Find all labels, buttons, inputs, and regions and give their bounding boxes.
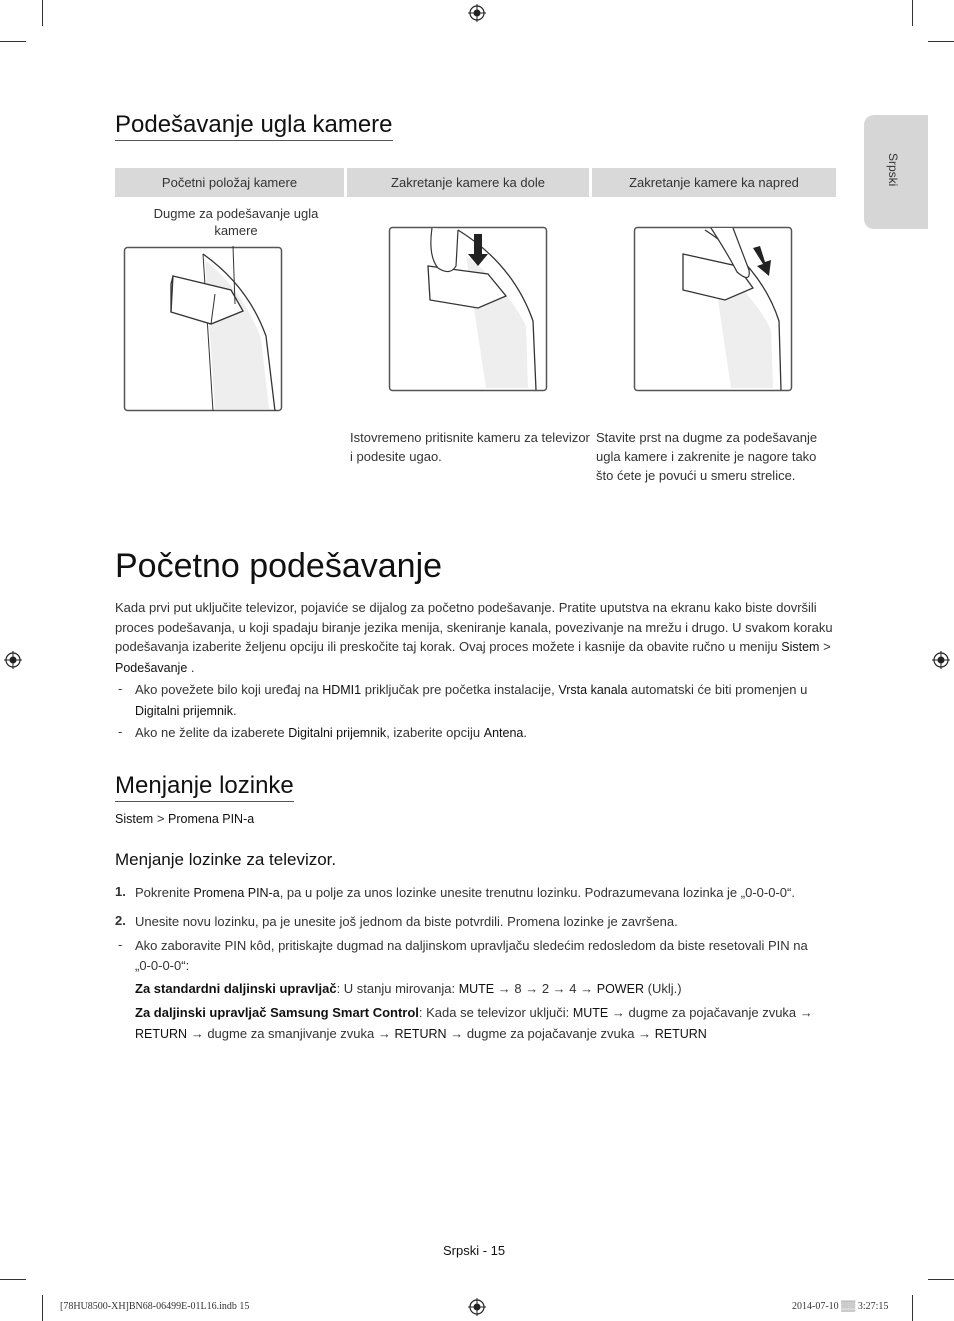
menu-path-sistem: Sistem [781,640,820,654]
step-number: 1. [115,884,126,899]
power-key: POWER [596,982,644,996]
crop-mark [0,41,26,42]
smart-remote-instructions [135,1003,835,1044]
language-tab-label: Srpski [886,153,900,187]
tilt-forward-caption: Stavite prst na dugme za podešavanje ugla kamere i zakrenite je nagore tako što ćete je povući u smeru strelice. [596,430,818,483]
mute-key: MUTE [458,982,495,996]
step-number: 2. [115,913,126,928]
note-dash: - [118,681,123,696]
password-subtitle: Menjanje lozinke za televizor. [115,850,337,869]
intro-text: Kada prvi put uključite televizor, pojaviće se dijalog za početno podešavanje. Pratite uputstva na ekranu kako biste dovršili proces podešavanja, u koji spadaju biranje jezika menija, skeniranje kanala, povezivanje na mrežu i drugo. U svakom koraku podešavanja izaberite željenu opciju ili preskočite taj korak. Ovaj proces možete i kasnije da obavite ručno u meniju [115,600,833,654]
password-reset-note: Ako zaboravite PIN kôd, pritiskajte dugmad na daljinskom upravljaču sledećim redosledom da biste resetovali PIN na „0-0-0-0“: [135,938,808,973]
menu-path-sistem: Sistem [115,812,154,826]
registration-mark-icon [932,651,950,669]
menu-path-pin: Promena PIN-a [168,812,255,826]
table-header-cell: Zakretanje kamere ka napred [592,168,836,197]
return-key: RETURN [394,1026,447,1041]
note-text: , izaberite opciju [386,725,481,740]
note-text: automatski će biti promenjen u [631,682,808,697]
language-tab [864,115,928,229]
note-text: priključak pre početka instalacije, [364,682,555,697]
tilt-down-caption: Istovremeno pritisnite kameru za televizor i podesite ugao. [350,430,590,464]
initial-setup-note-1 [135,680,835,721]
password-step-1 [135,883,835,904]
password-step-2: Unesite novu lozinku, pa je unesite još jednom da biste potvrdili. Promena lozinke je završena. [135,914,678,929]
camera-button-label: Dugme za podešavanje ugla kamere [153,206,319,238]
camera-tilt-down-illustration [388,226,550,394]
instruction-text: → 8 → 2 → 4 → [497,981,594,996]
instruction-text: : Kada se televizor uključi: [418,1005,570,1020]
password-section-title: Menjanje lozinke [115,772,294,802]
initial-setup-note-2 [135,723,835,744]
crop-mark [928,1279,954,1280]
crop-mark [42,1295,43,1321]
smart-remote-label: Za daljinski upravljač Samsung Smart Control [135,1005,419,1020]
crop-mark [928,41,954,42]
digital-receiver-label: Digitalni prijemnik [135,703,233,718]
change-pin-label: Promena PIN-a [193,886,280,900]
registration-mark-icon [468,1298,486,1316]
menu-path-separator: > [823,639,831,654]
camera-tilt-forward-illustration [633,226,795,394]
registration-mark-icon [4,651,22,669]
camera-section-title: Podešavanje ugla kamere [115,111,393,141]
table-header-cell: Zakretanje kamere ka dole [347,168,589,197]
instruction-text: : U stanju mirovanja: [336,981,456,996]
note-text: . [232,702,237,718]
instruction-text: → dugme za pojačavanje zvuka → [611,1005,813,1020]
crop-mark [912,0,913,26]
return-key: RETURN [654,1026,707,1041]
note-text: Ako povežete bilo koji uređaj na [135,682,319,697]
mute-key: MUTE [572,1006,609,1020]
antenna-label: Antena [483,726,524,740]
table-header-cell: Početni položaj kamere [115,168,344,197]
password-menu-path [115,809,254,830]
crop-mark [912,1295,913,1321]
instruction-text: (Uklj.) [647,981,682,996]
camera-initial-position-illustration [123,246,285,414]
step-text: , pa u polje za unos lozinke unesite trenutnu lozinku. Podrazumevana lozinka je „0-0-0-0“. [279,885,795,900]
hdmi-label: HDMI1 [322,683,362,697]
print-footer-file: [78HU8500-XH]BN68-06499E-01L16.indb 15 [60,1301,250,1312]
step-text: Pokrenite [135,885,190,900]
initial-setup-intro [115,598,835,678]
instruction-text: → dugme za smanjivanje zvuka → [190,1025,391,1041]
crop-mark [42,0,43,26]
note-text: . [523,725,528,740]
return-key: RETURN [135,1026,188,1041]
menu-path-separator: > [156,811,165,826]
note-dash: - [118,724,123,739]
instruction-text: → dugme za pojačavanje zvuka → [450,1025,652,1041]
menu-path-podesavanje: Podešavanje [115,660,188,675]
standard-remote-instructions [135,979,835,1000]
intro-end: . [190,659,195,675]
note-text: Ako ne želite da izaberete [135,725,285,740]
digital-receiver-label: Digitalni prijemnik [288,726,387,740]
initial-setup-title: Početno podešavanje [115,547,443,585]
page-number: Srpski - 15 [443,1243,506,1258]
standard-remote-label: Za standardni daljinski upravljač [135,981,337,996]
note-dash: - [118,937,123,952]
print-footer-timestamp: 2014-07-10 ▒▒ 3:27:15 [792,1301,889,1312]
channel-type-label: Vrsta kanala [558,683,628,697]
crop-mark [0,1279,26,1280]
registration-mark-icon [468,4,486,22]
